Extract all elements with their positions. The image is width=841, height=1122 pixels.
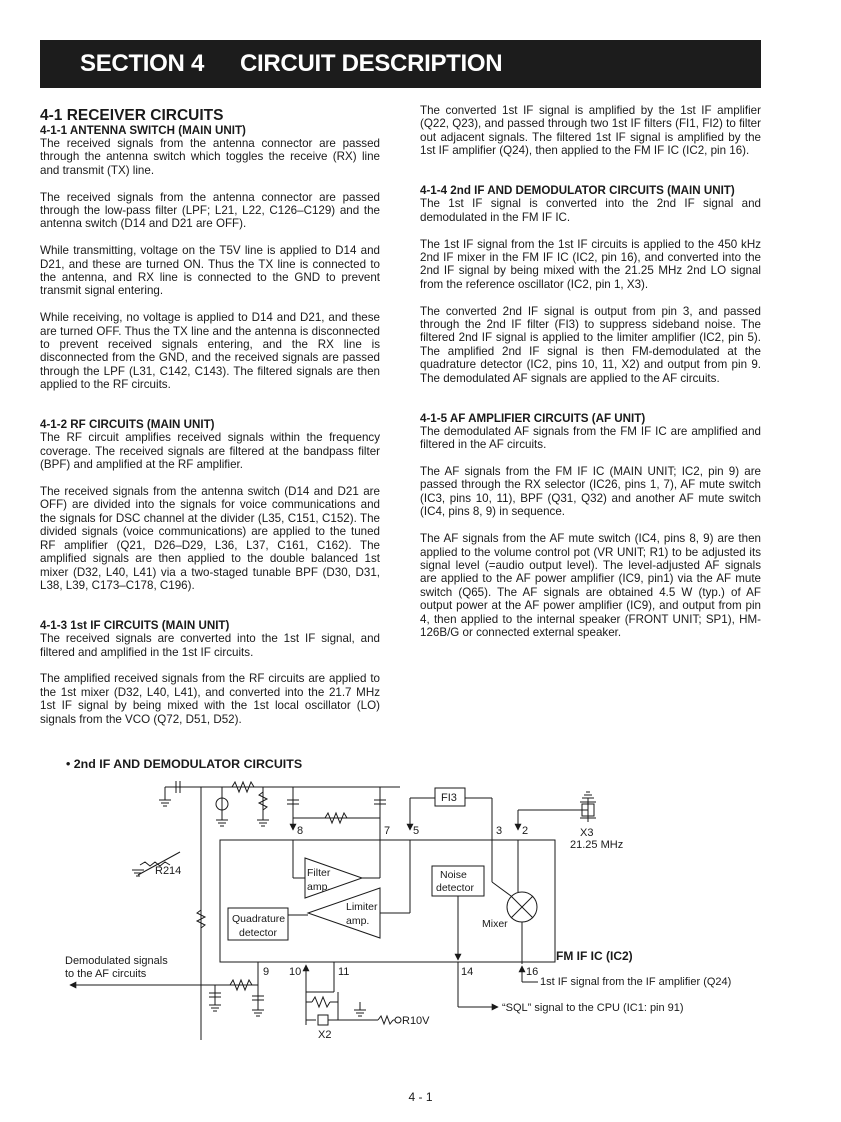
- paragraph: The 1st IF signal is converted into the 2nd IF signal and demodulated in the FM IF IC.: [420, 197, 761, 224]
- heading-af-amplifier: 4-1-5 AF AMPLIFIER CIRCUITS (AF UNIT): [420, 411, 646, 425]
- r10v-label: R10V: [402, 1015, 430, 1027]
- fi3-label: FI3: [441, 792, 457, 804]
- pin-9-label: 9: [263, 966, 270, 978]
- limiter-amp-label: amp.: [346, 915, 370, 927]
- section-header-banner: [40, 40, 761, 88]
- sql-out-label: “SQL” signal to the CPU (IC1: pin 91): [502, 1002, 684, 1014]
- r10v-terminal: [395, 1017, 401, 1023]
- quad-det-label: Quadrature: [232, 913, 286, 925]
- paragraph: The AF signals from the FM IF IC (MAIN UNIT; IC2, pin 9) are passed through the RX selector (IC26, pins 1, 7), AF mute switch (IC3, pins 10, 11), BPF (Q31, Q32) and another AF mute switch (IC4, pins 8, 9) in sequence.: [420, 465, 761, 519]
- paragraph: The received signals from the antenna connector are passed through the antenna switch which toggles the receive (RX) line and transmit (TX) line.: [40, 137, 380, 177]
- if-in-label: 1st IF signal from the IF amplifier (Q24): [540, 976, 732, 988]
- limiter-amp-label: Limiter: [346, 901, 378, 913]
- noise-det-label: Noise: [440, 869, 467, 881]
- paragraph: The 1st IF signal from the 1st IF circuits is applied to the 450 kHz 2nd IF mixer in the FM IF IC (IC2, pin 16), and converted into the 2nd IF signal by being mixed with the 21.25 MHz 2nd LO signal from the reference oscillator (IC2, pin 1, X3).: [420, 237, 761, 291]
- paragraph: The received signals from the antenna switch (D14 and D21 are OFF) are divided into the signals for voice communications and the signals for DSC channel at the divider (L35, C151, C152). The divided signals (voice communications) are applied to the tuned RF amplifier (Q21, D26–D29, L36, L37, C161, C162). The amplified signals are then applied to the double balanced 1st mixer (D32, L40, L41) via a two-staged tunable BPF (D30, D31, L38, L39, C173–C178, C196).: [40, 485, 380, 592]
- demod-out-label: to the AF circuits: [65, 968, 147, 980]
- quad-det-label: detector: [239, 927, 277, 939]
- paragraph: While transmitting, voltage on the T5V line is applied to D14 and D21, and these are turned ON. Thus the TX line is connected to the antenna, and RX line is connected to the GND to prevent transmit signal entering.: [40, 244, 380, 298]
- heading-rf-circuits: 4-1-2 RF CIRCUITS (MAIN UNIT): [40, 418, 215, 432]
- ic2-body: [220, 840, 555, 962]
- heading-2nd-if-demodulator: 4-1-4 2nd IF AND DEMODULATOR CIRCUITS (MAIN UNIT): [420, 184, 735, 198]
- paragraph: The AF signals from the AF mute switch (IC4, pins 8, 9) are then applied to the volume control pot (VR UNIT; R1) to be adjusted its signal level (=audio output level). The level-adjusted AF signals are applied to the AF power amplifier (IC9, pin1) via the AF mute switch (Q65). The AF signals are obtained 4.5 W (typ.) of AF output power at the AF power amplifier (IC9), and output from pin 4, then applied to the internal speaker (FRONT UNIT; SP1), HM-126B/G or connected external speaker.: [420, 532, 761, 639]
- page-number: 4 - 1: [408, 1090, 433, 1104]
- paragraph: The RF circuit amplifies received signals within the frequency coverage. The received signals are filtered at the bandpass filter (BPF) and amplified at the RF amplifier.: [40, 431, 380, 472]
- section-title: CIRCUIT DESCRIPTION: [240, 50, 503, 77]
- demod-out-label: Demodulated signals: [65, 955, 168, 967]
- ground-symbol: [159, 800, 171, 806]
- paragraph: The demodulated AF signals from the FM IF IC are amplified and filtered in the AF circuits.: [420, 424, 761, 452]
- x2-crystal: [318, 1015, 328, 1025]
- r214-label: R214: [155, 865, 182, 877]
- pin-3-label: 3: [496, 825, 503, 837]
- paragraph: The converted 2nd IF signal is output from pin 3, and passed through the 2nd IF filter (FI3) to suppress sideband noise. The filtered 2nd IF signal is applied to the limiter amplifier (IC2, pin 5). The amplified 2nd IF signal is then FM-demodulated at the quadrature detector (IC2, pins 10, 11, X2) and output from pin 9. The demodulated AF signals are applied to the AF circuits.: [420, 304, 761, 385]
- paragraph: The received signals are converted into the 1st IF signal, and filtered and amplified in the 1st IF circuits.: [40, 632, 380, 659]
- pin-2-label: 2: [522, 825, 529, 837]
- diagram-title: • 2nd IF AND DEMODULATOR CIRCUITS: [66, 757, 303, 771]
- ic-label: FM IF IC (IC2): [556, 949, 633, 963]
- pin-8-label: 8: [297, 825, 304, 837]
- x3-frequency: 21.25 MHz: [570, 839, 624, 851]
- paragraph: The amplified received signals from the RF circuits are applied to the 1st mixer (D32, L40, L41), and converted into the 21.7 MHz 1st IF signal by being mixed with the 1st local oscillator (LO) signals from the VCO (Q72, D51, D52).: [40, 672, 380, 726]
- pin-11-label: 11: [338, 966, 350, 978]
- x2-label: X2: [318, 1029, 332, 1041]
- pin-10-label: 10: [289, 966, 302, 978]
- left-column: [40, 104, 380, 726]
- section-number: SECTION 4: [80, 50, 204, 77]
- heading-1st-if-circuits: 4-1-3 1st IF CIRCUITS (MAIN UNIT): [40, 619, 230, 633]
- pin-16-label: 16: [526, 966, 539, 978]
- x3-label: X3: [580, 827, 594, 839]
- noise-det-label: detector: [436, 882, 474, 894]
- heading-antenna-switch: 4-1-1 ANTENNA SWITCH (MAIN UNIT): [40, 124, 246, 137]
- paragraph: The received signals from the antenna connector are passed through the low-pass filter (LPF; L21, L22, C126–C129) and the antenna switch (D14 and D21 are OFF).: [40, 190, 380, 231]
- mixer-label: Mixer: [482, 918, 508, 930]
- heading-receiver-circuits: 4-1 RECEIVER CIRCUITS: [40, 107, 224, 124]
- pin-7-label: 7: [384, 825, 391, 837]
- filter-amp-label: Filter: [307, 867, 331, 879]
- paragraph: While receiving, no voltage is applied to D14 and D21, and these are turned OFF. Thus the TX line and the antenna is disconnected to prevent received signals entering, and the RX line is disconnected from the GND, and the received signals are passed through the LPF (L31, C142, C143). The filtered signals are then applied to the RF circuits.: [40, 311, 380, 392]
- right-column: [420, 104, 761, 639]
- resistor-symbol: [378, 1016, 393, 1024]
- limiter-amp: [308, 888, 380, 938]
- pin-5-label: 5: [413, 825, 420, 837]
- circuit-diagram: [40, 770, 800, 1050]
- paragraph: The converted 1st IF signal is amplified by the 1st IF amplifier (Q22, Q23), and passed through two 1st IF filters (FI1, FI2) to filter out adjacent signals. The filtered 1st IF signal is amplified by the 1st IF amplifier (Q24), then applied to the FM IF IC (IC2, pin 16).: [420, 104, 761, 158]
- pin-14-label: 14: [461, 966, 474, 978]
- resistor-symbol: [312, 997, 330, 1007]
- filter-amp-label: amp.: [307, 881, 331, 893]
